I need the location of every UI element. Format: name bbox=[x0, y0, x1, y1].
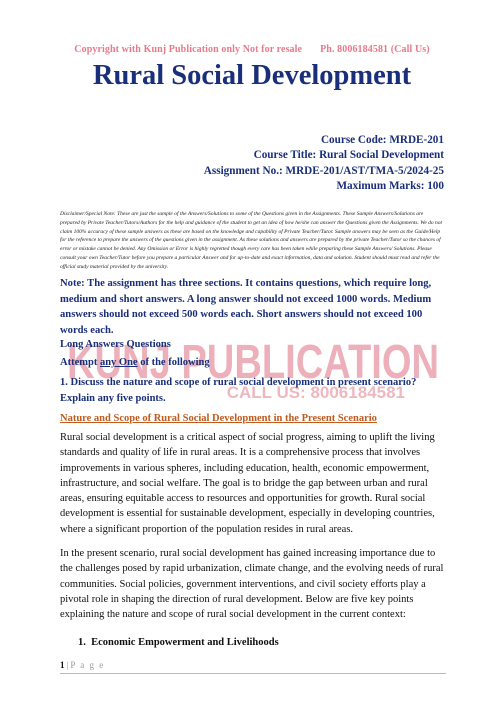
page-number: 1 bbox=[60, 660, 65, 670]
paragraph: In the present scenario, rural social development has gained increasing importance due to the challenges posed by rapid urbanization, climate change, and the evolving needs of rural communities. Social policies, government interventions, and civil society efforts play a pivotal role in shaping the direction of rural development. Below are five key points explaining the nature and scope of rural social development in the current context: bbox=[60, 548, 444, 621]
footer-divider bbox=[60, 673, 446, 674]
maximum-marks: Maximum Marks: 100 bbox=[336, 179, 444, 192]
watermark-brand: KUNJ PUBLICATION bbox=[67, 336, 439, 389]
watermark-phone: CALL US: 8006184581 bbox=[226, 383, 405, 402]
copyright-header bbox=[0, 44, 504, 55]
assignment-number: Assignment No.: MRDE-201/AST/TMA-5/2024-25 bbox=[203, 164, 444, 177]
course-info bbox=[204, 133, 444, 194]
copyright-phone: Ph. 8006184581 (Call Us) bbox=[320, 44, 430, 55]
question-1: 1. Discuss the nature and scope of rural social development in present scenario? Explain any five points. bbox=[60, 377, 417, 404]
course-code: Course Code: MRDE-201 bbox=[320, 134, 444, 146]
copyright-text: Copyright with Kunj Publication only Not for resale bbox=[74, 44, 303, 55]
document-title: Rural Social Development bbox=[92, 60, 412, 91]
answer-heading: Nature and Scope of Rural Social Development in the Present Scenario bbox=[60, 413, 377, 424]
section-heading: Long Answers Questions bbox=[60, 339, 171, 350]
attempt-prefix: Attempt bbox=[60, 357, 100, 368]
course-title: Course Title: Rural Social Development bbox=[253, 149, 444, 162]
attempt-suffix: of the following bbox=[137, 357, 210, 368]
attempt-instruction bbox=[60, 357, 210, 368]
disclaimer-note: Disclaimer/Special Note: These are just the sample of the Answers/Solutions to some of the Questions given in the Assignments. These Sample Answers/Solutions are prepared by Private Teacher/Tutors/Authors for the help and guidance of the student to get an idea of how he/she can answer the Questions given the Assignments. We do not claim 100% accuracy of these sample answers as these are based on the knowledge and capability of Private Teacher/Tutor. Sample answers may be seen as the Guide/Help for the reference to prepare the answers of the questions given in the assignment. As these solutions and answers are prepared by the private Teacher/Tutor so the chances of error or mistake cannot be denied. Any Omission or Error is highly regretted though every care has been taken while preparing these Sample Answers/ Solutions. Please consult your own Teacher/Tutor before you prepare a particular Answer and for up-to-date and exact information, data and solution. Student should must read and refer the official study material provided by the university. bbox=[60, 211, 443, 270]
page-label: P a g e bbox=[70, 660, 105, 670]
footer-separator: | bbox=[66, 660, 69, 670]
paragraph: Rural social development is a critical aspect of social progress, aiming to uplift the living standards and quality of life in rural areas. It is a comprehensive process that involves improvements in various spheres, including education, health, economic empowerment, infrastructure, and social welfare. The goal is to bridge the gap between urban and rural areas, ensuring equitable access to resources and opportunities for growth. Rural social development is essential for sustainable development, especially in developing countries, where a significant proportion of the population resides in rural areas. bbox=[60, 432, 435, 535]
attempt-emphasis: any One bbox=[99, 357, 138, 368]
assignment-note: Note: The assignment has three sections. It contains questions, which require long, medium and short answers. A long answer should not exceed 1000 words. Medium answers should not exceed 500 words each. Short answers should not exceed 100 words each. bbox=[60, 278, 432, 336]
page-footer bbox=[60, 660, 105, 670]
list-item-heading: 1. Economic Empowerment and Livelihoods bbox=[78, 637, 279, 648]
